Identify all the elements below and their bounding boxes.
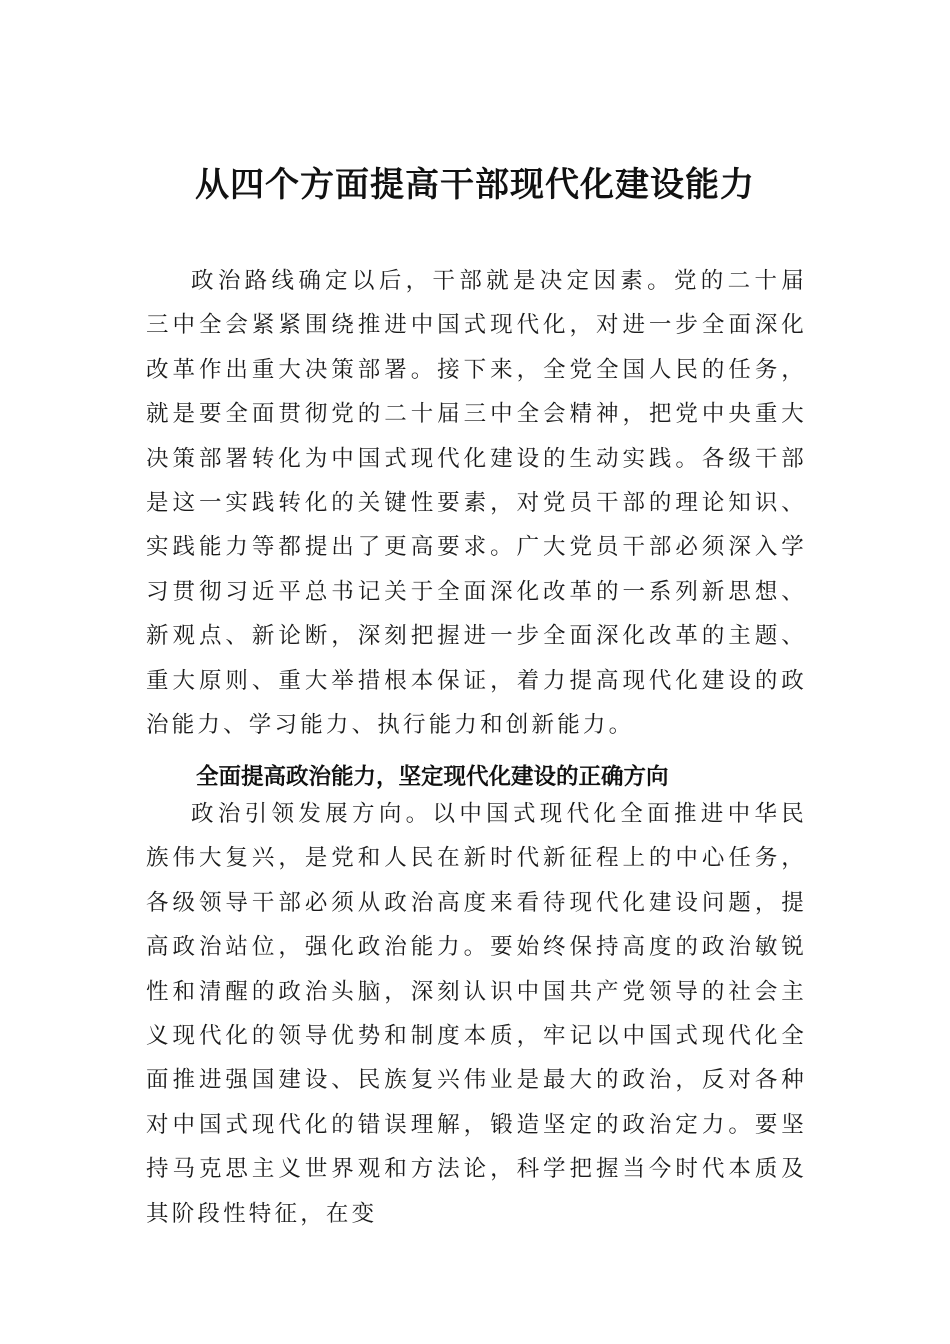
- intro-paragraph: 政治路线确定以后，干部就是决定因素。党的二十届三中全会紧紧围绕推进中国式现代化，对进一步全面深化改革作出重大决策部署。接下来，全党全国人民的任务，就是要全面贯彻党的二十届三中全会精神，把党中央重大决策部署转化为中国式现代化建设的生动实践。各级干部是这一实践转化的关键性要素，对党员干部的理论知识、实践能力等都提出了更高要求。广大党员干部必须深入学习贯彻习近平总书记关于全面深化改革的一系列新思想、新观点、新论断，深刻把握进一步全面深化改革的主题、重大原则、重大举措根本保证，着力提高现代化建设的政治能力、学习能力、执行能力和创新能力。: [146, 268, 807, 739]
- section-paragraph: 政治引领发展方向。以中国式现代化全面推进中华民族伟大复兴，是党和人民在新时代新征程上的中心任务，各级领导干部必须从政治高度来看待现代化建设问题，提高政治站位，强化政治能力。要始终保持高度的政治敏锐性和清醒的政治头脑，深刻认识中国共产党领导的社会主义现代化的领导优势和制度本质，牢记以中国式现代化全面推进强国建设、民族复兴伟业是最大的政治，反对各种对中国式现代化的错误理解，锻造坚定的政治定力。要坚持马克思主义世界观和方法论，科学把握当今时代本质及其阶段性特征，在变: [146, 801, 807, 1227]
- document-title: 从四个方面提高干部现代化建设能力: [195, 165, 755, 205]
- section-heading: 全面提高政治能力，坚定现代化建设的正确方向: [196, 764, 669, 790]
